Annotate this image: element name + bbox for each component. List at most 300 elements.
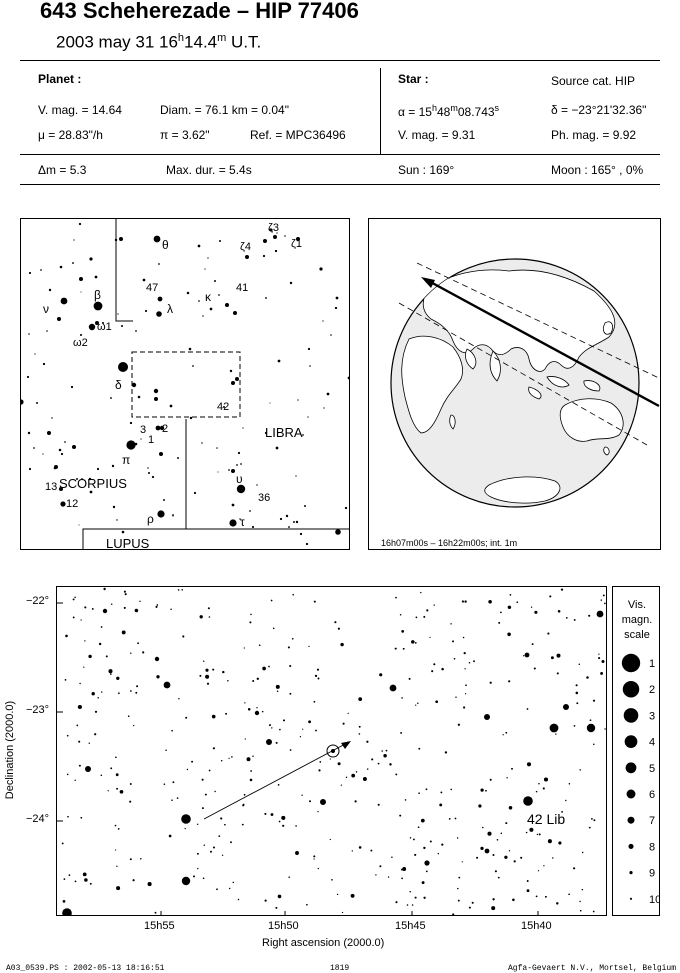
detail-star [523, 796, 533, 806]
label-47: 47 [146, 282, 159, 294]
detail-star [242, 804, 244, 806]
detail-star [480, 847, 483, 850]
detail-star [395, 648, 397, 650]
detail-star [549, 595, 551, 597]
finder-star [154, 389, 158, 393]
detail-star [281, 816, 285, 820]
detail-star [348, 713, 349, 714]
finder-star [278, 360, 281, 363]
finder-star [110, 397, 112, 399]
detail-star [74, 780, 75, 781]
detail-star [538, 783, 539, 784]
detail-star [103, 609, 107, 613]
detail-star [155, 657, 159, 661]
detail-star [414, 854, 416, 856]
detail-star [106, 655, 108, 657]
detail-star [116, 773, 119, 776]
boundary-line [116, 219, 133, 321]
detail-star [458, 724, 460, 726]
finder-star [236, 464, 238, 466]
finder-star [73, 239, 74, 240]
finder-star [119, 237, 123, 241]
detail-star [84, 640, 85, 641]
detail-star [116, 788, 118, 790]
detail-star [342, 912, 343, 913]
detail-star [62, 908, 72, 916]
detail-star [271, 727, 272, 728]
detail-star [597, 611, 604, 618]
detail-star [205, 675, 209, 679]
detail-star [490, 682, 492, 684]
finder-star [240, 463, 242, 465]
finder-star [170, 405, 173, 408]
label-nu: ν [43, 302, 49, 316]
detail-star [472, 902, 474, 904]
finder-star [204, 268, 205, 269]
scale-label: 8 [649, 841, 656, 854]
finder-star [229, 519, 236, 526]
detail-star [395, 597, 397, 599]
detail-star [405, 799, 407, 801]
detail-star [85, 766, 91, 772]
detail-star [340, 643, 343, 646]
detail-star [429, 637, 430, 638]
finder-star [336, 297, 339, 300]
finder-star [112, 465, 114, 467]
detail-star [185, 717, 187, 719]
finder-star [249, 510, 251, 512]
detail-star [262, 711, 264, 713]
label-tau: τ [240, 515, 245, 529]
detail-star [278, 784, 280, 786]
detail-star [355, 800, 357, 802]
page-title: 643 Scheherezade – HIP 77406 [40, 0, 359, 23]
detail-star [290, 749, 292, 751]
detail-star [330, 758, 331, 759]
finder-star [263, 239, 267, 243]
detail-star [545, 896, 547, 898]
detail-star [155, 606, 157, 608]
detail-star [124, 607, 126, 609]
finder-svg [21, 219, 350, 550]
detail-star [182, 635, 184, 637]
detail-star [476, 857, 478, 859]
detail-star [209, 770, 211, 772]
detail-star [422, 881, 425, 884]
planet-vmag: V. mag. = 14.64 [38, 103, 122, 117]
finder-star [46, 330, 48, 332]
finder-star [159, 452, 163, 456]
label-delta: δ [115, 378, 122, 392]
detail-star [381, 750, 383, 752]
detail-star [537, 834, 538, 835]
label-3: 3 [140, 424, 147, 436]
finder-star [252, 526, 254, 528]
detail-star [164, 682, 171, 689]
scale-label: 9 [649, 867, 656, 880]
finder-star [157, 510, 164, 517]
detail-star [80, 619, 81, 620]
detail-star [401, 630, 404, 633]
detail-star [580, 910, 582, 912]
detail-star [207, 683, 209, 685]
finder-star [304, 505, 306, 507]
detail-star [426, 609, 428, 611]
detail-star [244, 647, 245, 648]
detail-star [543, 865, 544, 866]
label-zeta3: ζ3 [268, 222, 279, 234]
detail-star [90, 883, 92, 885]
label-libra: LIBRA [265, 425, 303, 440]
detail-star [433, 663, 435, 665]
detail-star [343, 723, 345, 725]
planet-pi: π = 3.62" [160, 128, 210, 142]
detail-star [277, 691, 279, 693]
planet-heading: Planet : [38, 72, 82, 86]
detail-star [527, 889, 530, 892]
header-rule-top [20, 60, 660, 61]
finder-star [217, 471, 218, 472]
detail-star [441, 668, 444, 671]
finder-star [34, 353, 35, 354]
planet-ref: Ref. = MPC36496 [250, 128, 346, 142]
detail-star [317, 811, 318, 812]
label-scorpius: SCORPIUS [59, 476, 127, 491]
detail-star [67, 735, 69, 737]
footer-number: 1819 [330, 964, 350, 973]
detail-chart [56, 586, 607, 916]
detail-star [441, 844, 443, 846]
detail-star [317, 669, 319, 671]
detail-star [212, 669, 214, 671]
label-pi: π [122, 453, 131, 467]
detail-star [292, 638, 294, 640]
x-tick-label: 15h55 [144, 920, 175, 932]
detail-star [359, 726, 361, 728]
detail-star [320, 799, 326, 805]
detail-star [452, 640, 454, 642]
event-date: 2003 may 31 16 [56, 32, 178, 52]
detail-star [74, 597, 76, 599]
detail-star [509, 850, 510, 851]
detail-star [469, 662, 471, 664]
finder-star [323, 407, 324, 408]
detail-star [318, 678, 320, 680]
scale-label: 6 [649, 789, 656, 801]
detail-star [203, 877, 205, 879]
y-tick-label: −24° [26, 813, 50, 825]
detail-star [244, 702, 245, 703]
detail-star [579, 901, 580, 902]
detail-star [125, 593, 127, 595]
event-time [56, 32, 261, 53]
scale-dot [622, 654, 640, 672]
label-41: 41 [236, 282, 249, 294]
detail-star [95, 711, 97, 713]
finder-star [192, 365, 194, 367]
detail-star [440, 791, 442, 793]
detail-star [108, 669, 112, 673]
detail-star [573, 867, 575, 869]
detail-star [525, 653, 530, 658]
detail-star [318, 769, 320, 771]
star-dec: δ = −23°21'32.36" [551, 103, 647, 117]
finder-star [43, 363, 45, 365]
detail-star [118, 828, 120, 830]
detail-star [598, 657, 600, 659]
detail-star [527, 708, 529, 710]
detail-star [266, 739, 272, 745]
detail-star [115, 825, 117, 827]
detail-star [75, 881, 77, 883]
detail-star [366, 741, 368, 743]
detail-star [301, 795, 302, 796]
detail-star [116, 677, 119, 680]
detail-star [208, 607, 210, 609]
detail-star [130, 653, 131, 654]
finder-star [190, 417, 192, 419]
detail-star [388, 876, 389, 877]
detail-star [589, 827, 591, 829]
detail-star [309, 800, 311, 802]
detail-star [565, 800, 566, 801]
detail-star [197, 853, 199, 855]
label-theta: θ [162, 238, 169, 252]
label-2: 2 [162, 423, 169, 435]
scale-dot [627, 790, 636, 799]
detail-star [464, 668, 465, 669]
detail-star [268, 666, 270, 668]
detail-star [122, 630, 126, 634]
finder-star [231, 469, 235, 473]
detail-star [148, 882, 152, 886]
detail-star [520, 857, 522, 859]
detail-star [598, 653, 599, 654]
detail-star [352, 850, 353, 851]
detail-star [116, 866, 117, 867]
detail-star [65, 635, 68, 638]
detail-star [465, 684, 467, 686]
x-tick-label: 15h40 [521, 920, 552, 932]
detail-star [249, 621, 251, 623]
detail-star [452, 913, 454, 915]
scale-dot [628, 844, 633, 849]
detail-star [478, 804, 481, 807]
event-minutes: 14.4 [184, 32, 218, 52]
detail-star [358, 697, 362, 701]
scale-label: 4 [649, 736, 656, 749]
detail-star [191, 761, 193, 763]
label-lambda: λ [167, 302, 173, 316]
detail-star [484, 714, 490, 720]
star-vmag: V. mag. = 9.31 [398, 128, 476, 142]
detail-star [552, 857, 553, 858]
detail-star [409, 891, 410, 892]
detail-star [202, 807, 204, 809]
detail-star [400, 732, 402, 734]
detail-star [431, 670, 433, 672]
detail-star [181, 589, 183, 591]
detail-star [389, 763, 391, 765]
detail-star [395, 773, 397, 775]
detail-star [265, 900, 267, 902]
y-axis-label: Declination (2000.0) [4, 700, 16, 800]
detail-star [569, 783, 571, 785]
finder-star [154, 236, 161, 243]
detail-star [480, 788, 483, 791]
star-phmag: Ph. mag. = 9.92 [551, 128, 637, 142]
detail-star [65, 679, 67, 681]
detail-star [555, 733, 556, 734]
label-kappa: κ [205, 290, 211, 304]
scale-dot [626, 762, 637, 773]
globe-panel [368, 218, 661, 550]
finder-star [187, 292, 190, 295]
finder-star [238, 452, 240, 454]
detail-star [171, 730, 173, 732]
detail-star [182, 877, 190, 885]
detail-star [561, 588, 563, 590]
y-tick-label: −22° [26, 595, 50, 607]
scale-label: 1 [649, 658, 656, 670]
finder-star [230, 370, 232, 372]
scale-dot [625, 735, 638, 748]
detail-star [250, 614, 252, 616]
max-duration: Max. dur. = 5.4s [166, 163, 252, 177]
header-divider [380, 68, 381, 154]
detail-star [482, 827, 484, 829]
asteroid-track [204, 741, 351, 819]
detail-star [455, 696, 456, 697]
detail-star [83, 666, 84, 667]
detail-star [579, 664, 581, 666]
detail-star [213, 846, 215, 848]
detail-star [413, 838, 415, 840]
detail-star [142, 651, 144, 653]
detail-star [576, 692, 579, 695]
x-tick-label: 15h45 [395, 920, 426, 932]
x-tick-label: 15h50 [268, 920, 299, 932]
detail-star [314, 601, 316, 603]
label-rho: ρ [147, 512, 154, 526]
detail-star [458, 877, 460, 879]
finder-star [194, 492, 196, 494]
continent-australia [560, 399, 623, 442]
detail-star [505, 822, 507, 824]
detail-star [341, 784, 342, 785]
detail-star [171, 799, 173, 801]
detail-star [225, 713, 227, 715]
detail-star [79, 765, 81, 767]
detail-star [566, 617, 568, 619]
finder-star [135, 330, 137, 332]
detail-star [245, 738, 246, 739]
scale-label: 10 [649, 893, 661, 906]
detail-star [403, 648, 405, 650]
detail-star [463, 637, 465, 639]
detail-star [487, 832, 491, 836]
detail-star [558, 841, 561, 844]
finder-star [269, 402, 270, 403]
detail-star [313, 855, 315, 857]
detail-star [501, 833, 503, 835]
detail-star [593, 819, 595, 821]
detail-star [495, 870, 497, 872]
detail-star [426, 788, 428, 790]
detail-star [454, 658, 456, 660]
detail-star [205, 794, 207, 796]
finder-star [79, 277, 83, 281]
finder-star [33, 447, 35, 449]
detail-star [434, 604, 435, 605]
detail-star [457, 888, 458, 889]
detail-star [401, 878, 403, 880]
detail-star [416, 617, 418, 619]
detail-star [279, 821, 281, 823]
detail-star [430, 840, 432, 842]
detail-star [424, 860, 429, 865]
detail-star [563, 704, 569, 710]
scale-title-1: Vis. [627, 599, 647, 611]
detail-star [238, 899, 240, 901]
detail-star [295, 851, 299, 855]
detail-star [603, 594, 605, 596]
finder-star [163, 499, 165, 501]
finder-star [138, 396, 141, 399]
finder-star [348, 377, 350, 380]
detail-star [527, 762, 531, 766]
finder-star [295, 475, 296, 476]
detail-star [295, 825, 297, 827]
detail-star [92, 692, 95, 695]
moon-elongation: Moon : 165° , 0% [551, 163, 644, 177]
detail-star [244, 794, 246, 796]
detail-star [582, 852, 583, 853]
detail-star [130, 690, 132, 692]
detail-star [370, 850, 372, 852]
label-1: 1 [148, 434, 155, 446]
detail-star [411, 640, 415, 644]
detail-star [128, 715, 130, 717]
detail-star [99, 643, 101, 645]
detail-star [485, 790, 487, 792]
finder-star [307, 416, 308, 417]
detail-star [492, 898, 494, 900]
finder-star [60, 501, 65, 506]
detail-star [133, 879, 135, 881]
detail-star [379, 865, 381, 867]
detail-star [111, 603, 112, 604]
detail-star [231, 756, 233, 758]
detail-star [601, 660, 604, 663]
finder-star [293, 521, 295, 523]
detail-star [177, 797, 179, 799]
finder-star [71, 386, 73, 388]
detail-star [591, 818, 593, 820]
finder-star [28, 432, 30, 434]
finder-star [61, 298, 68, 305]
detail-star [247, 757, 251, 761]
detail-star [252, 680, 254, 682]
detail-star [330, 839, 331, 840]
detail-star [415, 897, 417, 899]
detail-star [248, 708, 251, 711]
finder-star [90, 491, 93, 494]
detail-star [331, 879, 333, 881]
detail-star [415, 642, 417, 644]
finder-star [72, 262, 74, 264]
finder-star [89, 324, 95, 330]
